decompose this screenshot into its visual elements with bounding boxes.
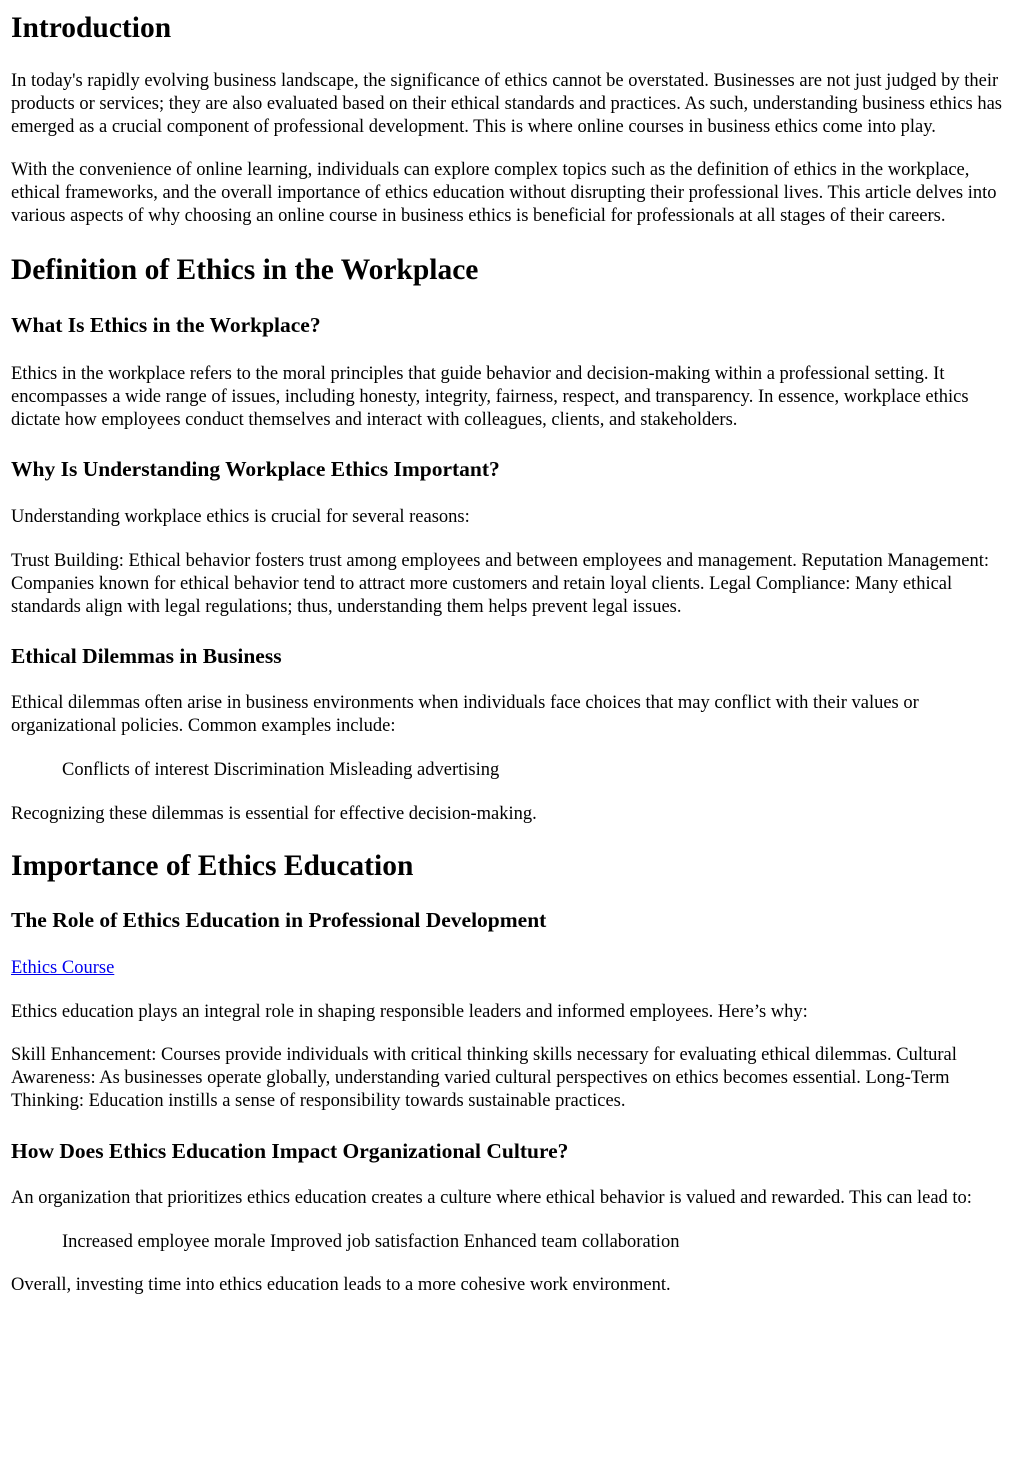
role-intro: Ethics education plays an integral role in shaping responsible leaders and informed employees. Here’s why: (11, 1001, 808, 1022)
intro-paragraph-2: With the convenience of online learning, individuals can explore complex topics such as the definition of ethics in the workplace, ethical frameworks, and the overall importance of ethics education without disrupting their professional lives. This article delves into various aspects of why choosing an online course in business ethics is beneficial for professionals at all stages of their careers. (11, 160, 997, 227)
intro-title: Introduction (11, 12, 172, 44)
intro-paragraph-1: In today's rapidly evolving business landscape, the significance of ethics cannot be overstated. Businesses are not just judged by their products or services; they are also evaluated based on their ethical standards and practices. As such, understanding business ethics has emerged as a crucial component of professional development. This is where online courses in business ethics come into play. (11, 71, 1002, 138)
role-reasons: Skill Enhancement: Courses provide individuals with critical thinking skills necessary for evaluating ethical dilemmas. Cultural Awareness: As businesses operate globally, understanding varied cultural perspectives on ethics becomes essential. Long-Term Thinking: Education instills a sense of responsibility towards sustainable practices. (11, 1044, 957, 1111)
ethics-course-link[interactable]: Ethics Course (11, 957, 115, 978)
importance-title: Importance of Ethics Education (11, 849, 414, 882)
dilemmas-outro: Recognizing these dilemmas is essential for effective decision-making. (11, 803, 537, 824)
role-heading: The Role of Ethics Education in Professional Development (11, 907, 547, 932)
what-paragraph: Ethics in the workplace refers to the moral principles that guide behavior and decision-making within a professional setting. It encompasses a wide range of issues, including honesty, integrity, fairness, respect, and transparency. In essence, workplace ethics dictate how employees conduct themselves and interact with colleagues, clients, and stakeholders. (11, 363, 969, 430)
ethics-course-paragraph (11, 957, 1013, 980)
culture-outro: Overall, investing time into ethics education leads to a more cohesive work environment. (11, 1275, 671, 1296)
why-reasons: Trust Building: Ethical behavior fosters trust among employees and between employees and management. Reputation Management: Companies known for ethical behavior tend to attract more customers and retain loyal clients. Legal Compliance: Many ethical standards align with legal regulations; thus, understanding them helps prevent legal issues. (11, 550, 990, 618)
dilemmas-paragraph: Ethical dilemmas often arise in business environments when individuals face choices that may conflict with their values or organizational policies. Common examples include: (11, 693, 919, 737)
definition-title: Definition of Ethics in the Workplace (11, 253, 479, 286)
what-heading: What Is Ethics in the Workplace? (11, 312, 321, 337)
dilemmas-list: Conflicts of interest Discrimination Misleading advertising (62, 760, 500, 781)
culture-heading: How Does Ethics Education Impact Organizational Culture? (11, 1139, 569, 1164)
culture-paragraph: An organization that prioritizes ethics education creates a culture where ethical behavior is valued and rewarded. This can lead to: (11, 1188, 972, 1209)
why-intro: Understanding workplace ethics is crucial for several reasons: (11, 506, 470, 527)
culture-list: Increased employee morale Improved job satisfaction Enhanced team collaboration (62, 1232, 680, 1253)
article (0, 11, 1024, 1297)
why-heading: Why Is Understanding Workplace Ethics Important? (11, 456, 500, 481)
dilemmas-heading: Ethical Dilemmas in Business (11, 644, 282, 669)
